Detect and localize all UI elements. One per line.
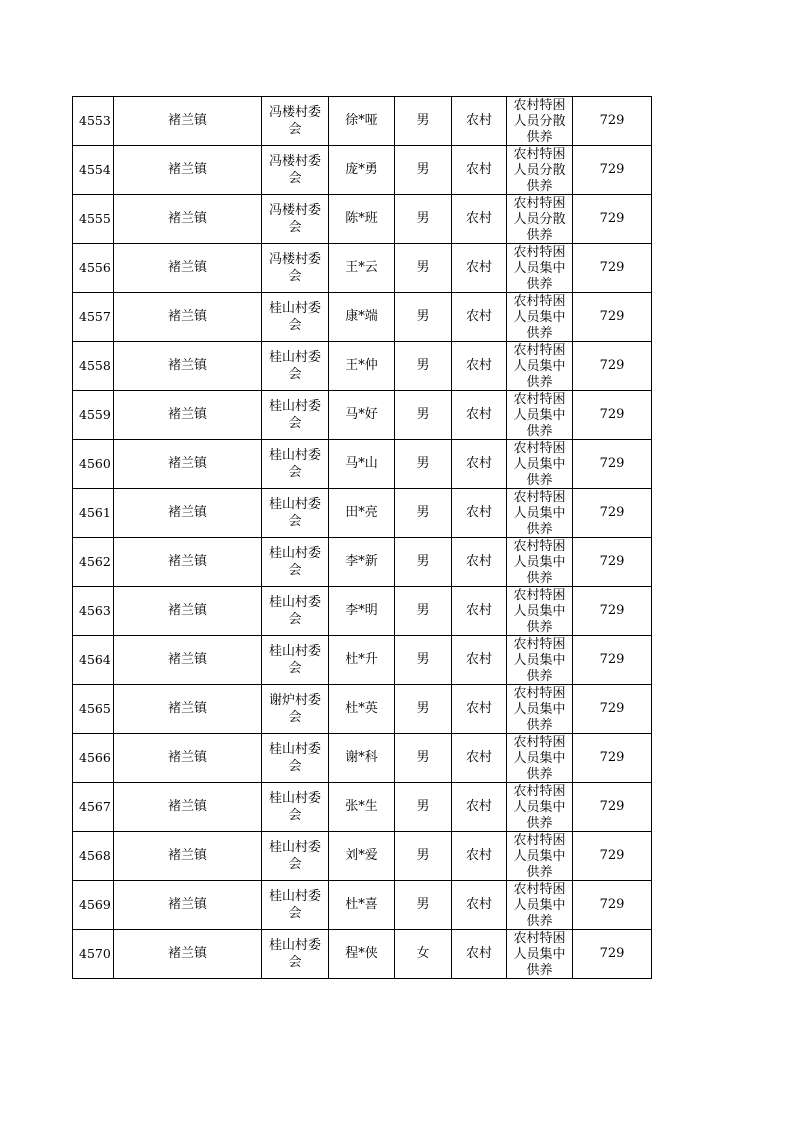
village-cell xyxy=(262,440,329,489)
assistance-category-cell xyxy=(507,489,573,538)
village-cell xyxy=(262,146,329,195)
area-type-cell: 农村 xyxy=(452,146,507,195)
area-type-cell: 农村 xyxy=(452,734,507,783)
assistance-category-text: 农村特困人员集中供养 xyxy=(513,637,566,684)
town-cell: 褚兰镇 xyxy=(114,783,262,832)
village-cell xyxy=(262,489,329,538)
village-cell xyxy=(262,587,329,636)
gender-cell: 男 xyxy=(395,293,452,342)
assistance-category-cell xyxy=(507,832,573,881)
assistance-category-text: 农村特困人员集中供养 xyxy=(513,490,566,537)
records-table xyxy=(72,96,652,979)
table-row xyxy=(73,881,652,930)
area-type-cell: 农村 xyxy=(452,636,507,685)
area-type-cell: 农村 xyxy=(452,587,507,636)
village-text: 桂山村委会 xyxy=(268,791,321,823)
person-name-cell: 李*新 xyxy=(329,538,395,587)
table-row xyxy=(73,146,652,195)
amount-cell: 729 xyxy=(573,636,652,685)
table-body xyxy=(73,97,652,979)
gender-cell: 男 xyxy=(395,734,452,783)
assistance-category-text: 农村特困人员集中供养 xyxy=(513,441,566,488)
record-id-cell: 4568 xyxy=(73,832,114,881)
gender-cell: 女 xyxy=(395,930,452,979)
record-id-cell: 4560 xyxy=(73,440,114,489)
amount-cell: 729 xyxy=(573,391,652,440)
town-cell: 褚兰镇 xyxy=(114,685,262,734)
assistance-category-text: 农村特困人员集中供养 xyxy=(513,588,566,635)
table-row xyxy=(73,489,652,538)
table-row xyxy=(73,342,652,391)
gender-cell: 男 xyxy=(395,685,452,734)
town-cell: 褚兰镇 xyxy=(114,97,262,146)
person-name-cell: 徐*哑 xyxy=(329,97,395,146)
area-type-cell: 农村 xyxy=(452,930,507,979)
town-cell: 褚兰镇 xyxy=(114,146,262,195)
table-row xyxy=(73,538,652,587)
record-id-cell: 4556 xyxy=(73,244,114,293)
record-id-cell: 4559 xyxy=(73,391,114,440)
village-text: 桂山村委会 xyxy=(268,350,321,382)
village-cell xyxy=(262,930,329,979)
village-text: 桂山村委会 xyxy=(268,448,321,480)
person-name-cell: 王*仲 xyxy=(329,342,395,391)
person-name-cell: 程*侠 xyxy=(329,930,395,979)
gender-cell: 男 xyxy=(395,391,452,440)
town-cell: 褚兰镇 xyxy=(114,342,262,391)
gender-cell: 男 xyxy=(395,587,452,636)
person-name-cell: 杜*英 xyxy=(329,685,395,734)
area-type-cell: 农村 xyxy=(452,832,507,881)
record-id-cell: 4553 xyxy=(73,97,114,146)
amount-cell: 729 xyxy=(573,587,652,636)
village-text: 桂山村委会 xyxy=(268,301,321,333)
gender-cell: 男 xyxy=(395,244,452,293)
assistance-category-text: 农村特困人员集中供养 xyxy=(513,686,566,733)
area-type-cell: 农村 xyxy=(452,783,507,832)
assistance-category-cell xyxy=(507,881,573,930)
village-text: 桂山村委会 xyxy=(268,742,321,774)
village-text: 桂山村委会 xyxy=(268,889,321,921)
amount-cell: 729 xyxy=(573,783,652,832)
table-row xyxy=(73,832,652,881)
village-cell xyxy=(262,783,329,832)
amount-cell: 729 xyxy=(573,489,652,538)
assistance-category-cell xyxy=(507,538,573,587)
gender-cell: 男 xyxy=(395,636,452,685)
village-cell xyxy=(262,293,329,342)
amount-cell: 729 xyxy=(573,930,652,979)
assistance-category-text: 农村特困人员集中供养 xyxy=(513,931,566,978)
area-type-cell: 农村 xyxy=(452,881,507,930)
record-id-cell: 4557 xyxy=(73,293,114,342)
amount-cell: 729 xyxy=(573,440,652,489)
table-row xyxy=(73,195,652,244)
assistance-category-text: 农村特困人员集中供养 xyxy=(513,392,566,439)
village-text: 桂山村委会 xyxy=(268,938,321,970)
assistance-category-text: 农村特困人员集中供养 xyxy=(513,294,566,341)
village-text: 冯楼村委会 xyxy=(268,105,321,137)
town-cell: 褚兰镇 xyxy=(114,587,262,636)
person-name-cell: 谢*科 xyxy=(329,734,395,783)
record-id-cell: 4561 xyxy=(73,489,114,538)
town-cell: 褚兰镇 xyxy=(114,244,262,293)
assistance-category-cell xyxy=(507,293,573,342)
village-text: 谢炉村委会 xyxy=(268,693,321,725)
record-id-cell: 4566 xyxy=(73,734,114,783)
table-row xyxy=(73,244,652,293)
village-cell xyxy=(262,538,329,587)
village-text: 桂山村委会 xyxy=(268,546,321,578)
village-cell xyxy=(262,881,329,930)
assistance-category-text: 农村特困人员集中供养 xyxy=(513,245,566,292)
village-cell xyxy=(262,734,329,783)
town-cell: 褚兰镇 xyxy=(114,293,262,342)
village-text: 冯楼村委会 xyxy=(268,154,321,186)
assistance-category-cell xyxy=(507,244,573,293)
assistance-category-cell xyxy=(507,685,573,734)
table-row xyxy=(73,783,652,832)
gender-cell: 男 xyxy=(395,783,452,832)
assistance-category-cell xyxy=(507,587,573,636)
record-id-cell: 4567 xyxy=(73,783,114,832)
village-text: 桂山村委会 xyxy=(268,595,321,627)
area-type-cell: 农村 xyxy=(452,293,507,342)
assistance-category-cell xyxy=(507,440,573,489)
village-text: 桂山村委会 xyxy=(268,399,321,431)
assistance-category-cell xyxy=(507,195,573,244)
assistance-category-text: 农村特困人员集中供养 xyxy=(513,833,566,880)
gender-cell: 男 xyxy=(395,881,452,930)
village-text: 冯楼村委会 xyxy=(268,252,321,284)
amount-cell: 729 xyxy=(573,734,652,783)
person-name-cell: 张*生 xyxy=(329,783,395,832)
assistance-category-cell xyxy=(507,342,573,391)
assistance-category-text: 农村特困人员分散供养 xyxy=(513,196,566,243)
person-name-cell: 庞*勇 xyxy=(329,146,395,195)
amount-cell: 729 xyxy=(573,538,652,587)
assistance-category-text: 农村特困人员集中供养 xyxy=(513,882,566,929)
table-row xyxy=(73,97,652,146)
gender-cell: 男 xyxy=(395,440,452,489)
person-name-cell: 陈*班 xyxy=(329,195,395,244)
town-cell: 褚兰镇 xyxy=(114,930,262,979)
table-row xyxy=(73,440,652,489)
record-id-cell: 4564 xyxy=(73,636,114,685)
person-name-cell: 杜*升 xyxy=(329,636,395,685)
town-cell: 褚兰镇 xyxy=(114,391,262,440)
area-type-cell: 农村 xyxy=(452,244,507,293)
gender-cell: 男 xyxy=(395,146,452,195)
village-text: 桂山村委会 xyxy=(268,840,321,872)
area-type-cell: 农村 xyxy=(452,391,507,440)
village-cell xyxy=(262,636,329,685)
assistance-category-cell xyxy=(507,734,573,783)
record-id-cell: 4563 xyxy=(73,587,114,636)
person-name-cell: 李*明 xyxy=(329,587,395,636)
table-row xyxy=(73,293,652,342)
amount-cell: 729 xyxy=(573,342,652,391)
assistance-category-text: 农村特困人员集中供养 xyxy=(513,735,566,782)
person-name-cell: 王*云 xyxy=(329,244,395,293)
amount-cell: 729 xyxy=(573,685,652,734)
town-cell: 褚兰镇 xyxy=(114,734,262,783)
record-id-cell: 4555 xyxy=(73,195,114,244)
record-id-cell: 4569 xyxy=(73,881,114,930)
village-cell xyxy=(262,832,329,881)
assistance-category-cell xyxy=(507,783,573,832)
village-text: 冯楼村委会 xyxy=(268,203,321,235)
village-cell xyxy=(262,244,329,293)
village-text: 桂山村委会 xyxy=(268,644,321,676)
person-name-cell: 杜*喜 xyxy=(329,881,395,930)
record-id-cell: 4554 xyxy=(73,146,114,195)
record-id-cell: 4570 xyxy=(73,930,114,979)
gender-cell: 男 xyxy=(395,832,452,881)
amount-cell: 729 xyxy=(573,97,652,146)
gender-cell: 男 xyxy=(395,195,452,244)
gender-cell: 男 xyxy=(395,342,452,391)
table-row xyxy=(73,685,652,734)
gender-cell: 男 xyxy=(395,97,452,146)
area-type-cell: 农村 xyxy=(452,342,507,391)
area-type-cell: 农村 xyxy=(452,489,507,538)
record-id-cell: 4562 xyxy=(73,538,114,587)
person-name-cell: 田*亮 xyxy=(329,489,395,538)
person-name-cell: 马*好 xyxy=(329,391,395,440)
table-row xyxy=(73,587,652,636)
person-name-cell: 马*山 xyxy=(329,440,395,489)
amount-cell: 729 xyxy=(573,881,652,930)
assistance-category-text: 农村特困人员分散供养 xyxy=(513,147,566,194)
table-row xyxy=(73,391,652,440)
village-cell xyxy=(262,342,329,391)
gender-cell: 男 xyxy=(395,489,452,538)
person-name-cell: 康*端 xyxy=(329,293,395,342)
assistance-category-cell xyxy=(507,636,573,685)
assistance-category-text: 农村特困人员集中供养 xyxy=(513,539,566,586)
town-cell: 褚兰镇 xyxy=(114,881,262,930)
table-row xyxy=(73,930,652,979)
record-id-cell: 4558 xyxy=(73,342,114,391)
amount-cell: 729 xyxy=(573,832,652,881)
table-row xyxy=(73,734,652,783)
area-type-cell: 农村 xyxy=(452,685,507,734)
assistance-category-cell xyxy=(507,930,573,979)
town-cell: 褚兰镇 xyxy=(114,489,262,538)
assistance-category-text: 农村特困人员分散供养 xyxy=(513,98,566,145)
town-cell: 褚兰镇 xyxy=(114,440,262,489)
area-type-cell: 农村 xyxy=(452,538,507,587)
village-cell xyxy=(262,195,329,244)
person-name-cell: 刘*爱 xyxy=(329,832,395,881)
town-cell: 褚兰镇 xyxy=(114,832,262,881)
assistance-category-cell xyxy=(507,146,573,195)
area-type-cell: 农村 xyxy=(452,97,507,146)
assistance-category-text: 农村特困人员集中供养 xyxy=(513,343,566,390)
record-id-cell: 4565 xyxy=(73,685,114,734)
amount-cell: 729 xyxy=(573,244,652,293)
assistance-category-cell xyxy=(507,391,573,440)
area-type-cell: 农村 xyxy=(452,195,507,244)
town-cell: 褚兰镇 xyxy=(114,195,262,244)
town-cell: 褚兰镇 xyxy=(114,636,262,685)
village-cell xyxy=(262,685,329,734)
amount-cell: 729 xyxy=(573,146,652,195)
town-cell: 褚兰镇 xyxy=(114,538,262,587)
assistance-category-cell xyxy=(507,97,573,146)
village-text: 桂山村委会 xyxy=(268,497,321,529)
amount-cell: 729 xyxy=(573,293,652,342)
amount-cell: 729 xyxy=(573,195,652,244)
table-row xyxy=(73,636,652,685)
village-cell xyxy=(262,97,329,146)
assistance-category-text: 农村特困人员集中供养 xyxy=(513,784,566,831)
gender-cell: 男 xyxy=(395,538,452,587)
area-type-cell: 农村 xyxy=(452,440,507,489)
village-cell xyxy=(262,391,329,440)
